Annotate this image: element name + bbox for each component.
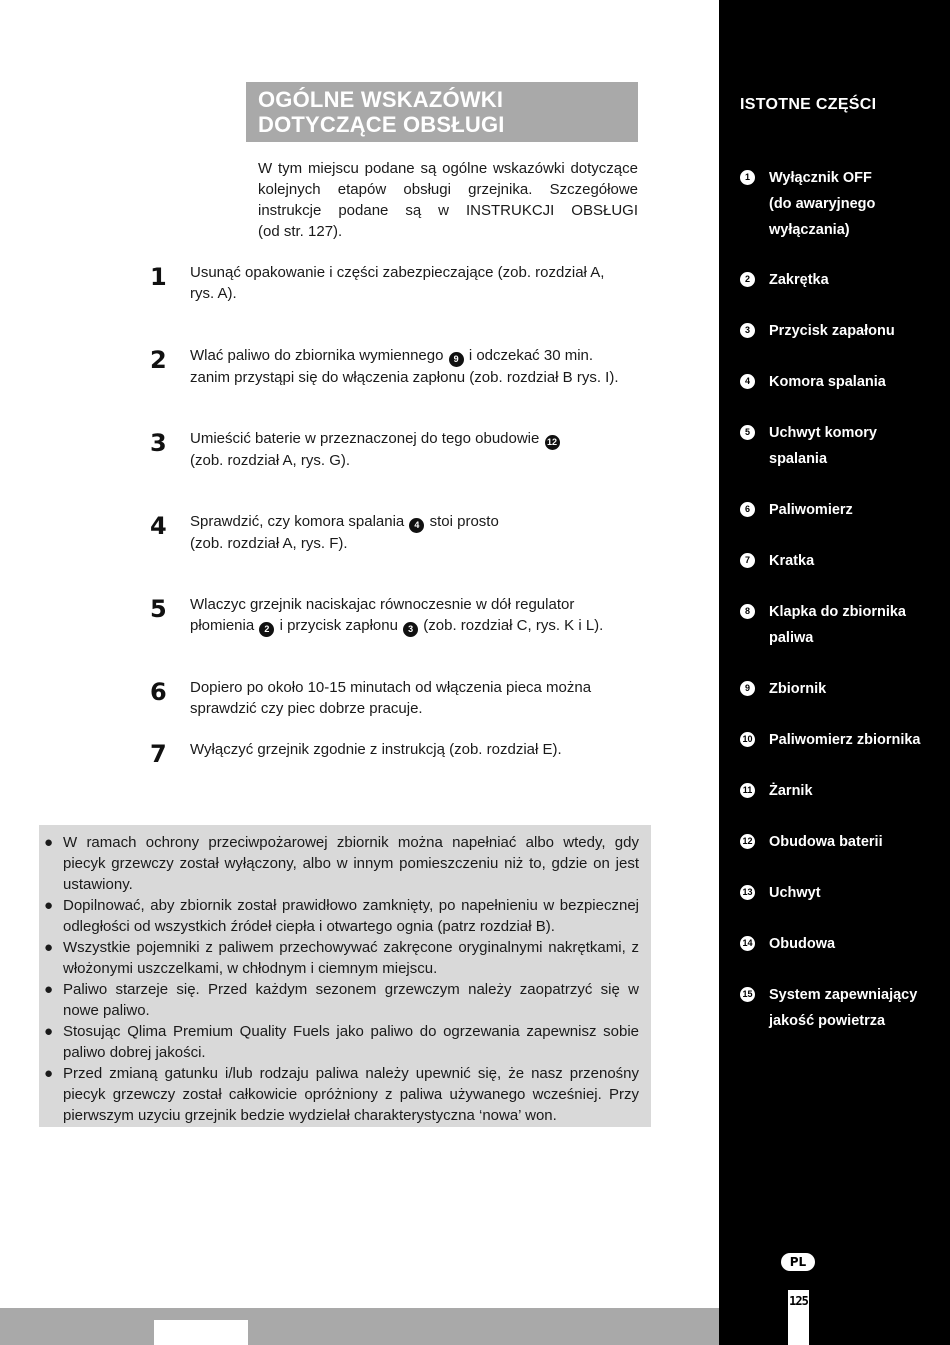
part-label: paliwa — [769, 630, 814, 646]
intro-line: instrukcje podane są w INSTRUKCJI OBSŁUGI — [258, 202, 638, 219]
part-label: spalania — [769, 451, 828, 467]
part-label: Komora spalania — [769, 374, 886, 390]
part-label: Kratka — [769, 553, 815, 569]
part-number-badge: 12 — [740, 834, 755, 849]
intro-paragraph — [258, 158, 638, 242]
step-text-part: (zob. rozdział C, rys. K i L). — [423, 617, 604, 634]
step-line: sprawdzić czy piec dobrze pracuje. — [190, 700, 423, 717]
part-number-badge: 13 — [740, 885, 755, 900]
note-item — [44, 937, 639, 979]
part-label: Obudowa baterii — [769, 834, 883, 850]
part-label: wyłączania) — [769, 222, 850, 238]
step-text-part: Umieścić baterie w przeznaczonej do tego obudowie — [190, 430, 540, 447]
step-line — [190, 345, 650, 367]
part-label: Uchwyt — [769, 885, 821, 901]
step-text-4 — [190, 511, 650, 554]
parts-sidebar-title: ISTOTNE CZĘŚCI — [740, 96, 877, 113]
note-line: W ramach ochrony przeciwpożarowej zbiornik można napełniać albo wtedy, gdy — [63, 834, 639, 851]
intro-line: kolejnych etapów obsługi grzejnika. Szczegółowe — [258, 181, 638, 198]
part-item-14 — [740, 931, 945, 957]
step-number-5: 5 — [150, 595, 167, 623]
language-badge: PL — [781, 1253, 815, 1271]
step-number-4: 4 — [150, 512, 167, 540]
step-line: rys. A). — [190, 285, 237, 302]
note-item — [44, 1021, 639, 1063]
step-text-part: Wlać paliwo do zbiornika wymiennego — [190, 347, 444, 364]
bullet-icon: ● — [44, 897, 54, 914]
note-line: piecyk grzewczy został wyłączony, albo w innym pomieszczeniu niż to, gdzie on jest — [63, 855, 639, 872]
intro-line: (od str. 127). — [258, 223, 343, 240]
part-label: Paliwomierz zbiornika — [769, 732, 921, 748]
note-line: nowe paliwo. — [63, 1002, 150, 1019]
step-line: Dopiero po około 10-15 minutach od włączenia pieca można — [190, 679, 592, 696]
part-ref-badge: 2 — [259, 622, 274, 637]
part-ref-badge: 3 — [403, 622, 418, 637]
part-item-6 — [740, 497, 945, 523]
step-line: Usunąć opakowanie i części zabezpieczające (zob. rozdział A, — [190, 264, 605, 281]
note-line: Wszystkie pojemniki z paliwem przechowywać zakręcone oryginalnymi nakrętkami, z — [63, 939, 639, 956]
part-number-badge: 1 — [740, 170, 755, 185]
part-item-11 — [740, 778, 945, 804]
part-label: Obudowa — [769, 936, 836, 952]
bullet-icon: ● — [44, 939, 54, 956]
section-title-line-2: DOTYCZĄCE OBSŁUGI — [258, 112, 505, 137]
part-label: Klapka do zbiornika — [769, 604, 906, 620]
step-text-7 — [190, 739, 650, 760]
part-number-badge: 6 — [740, 502, 755, 517]
step-number-2: 2 — [150, 346, 167, 374]
step-line: (zob. rozdział A, rys. G). — [190, 452, 351, 469]
part-label: jakość powietrza — [769, 1013, 886, 1029]
part-number-badge: 11 — [740, 783, 755, 798]
part-ref-badge: 9 — [449, 352, 464, 367]
step-line: (zob. rozdział A, rys. F). — [190, 535, 348, 552]
step-number-1: 1 — [150, 263, 167, 291]
note-line: piecyk grzewczy został całkowicie opróżniony z paliwa używanego wcześniej. Przy — [63, 1086, 639, 1103]
part-number-badge: 9 — [740, 681, 755, 696]
part-number-badge: 3 — [740, 323, 755, 338]
part-number-badge: 10 — [740, 732, 755, 747]
step-number-7: 7 — [150, 740, 167, 768]
part-number-badge: 5 — [740, 425, 755, 440]
note-line: Dopilnować, aby zbiornik został prawidłowo zamknięty, po napełnieniu w bezpiecznej — [63, 897, 639, 914]
part-label: Zakrętka — [769, 272, 829, 288]
part-label: Zbiornik — [769, 681, 827, 697]
note-line: ustawiony. — [63, 876, 133, 893]
step-text-6 — [190, 677, 650, 719]
note-item — [44, 832, 639, 895]
step-line: Wyłączyć grzejnik zgodnie z instrukcją (zob. rozdział E). — [190, 741, 562, 758]
bullet-icon: ● — [44, 1023, 54, 1040]
bullet-icon: ● — [44, 834, 54, 851]
part-item-3 — [740, 318, 945, 344]
step-number-3: 3 — [150, 429, 167, 457]
step-text-part: płomienia — [190, 617, 255, 634]
part-label: (do awaryjnego — [769, 196, 876, 212]
part-item-13 — [740, 880, 945, 906]
section-title — [246, 82, 638, 142]
intro-line: W tym miejscu podane są ogólne wskazówki dotyczące — [258, 160, 638, 177]
part-ref-badge: 4 — [409, 518, 424, 533]
step-text-part: Sprawdzić, czy komora spalania — [190, 513, 405, 530]
part-item-2 — [740, 267, 945, 293]
bottom-strip-tab — [154, 1320, 248, 1345]
part-label: Paliwomierz — [769, 502, 853, 518]
page-number: 125 — [789, 1294, 808, 1308]
note-line: Stosując Qlima Premium Quality Fuels jako paliwo do ogrzewania zapewnisz sobie — [63, 1023, 639, 1040]
part-label: Uchwyt komory — [769, 425, 877, 441]
part-number-badge: 15 — [740, 987, 755, 1002]
part-label: Żarnik — [769, 783, 813, 799]
note-line: Przed zmianą gatunku i/lub rodzaju paliwa należy upewnić się, że nasz przenośny — [63, 1065, 639, 1082]
part-item-12 — [740, 829, 945, 855]
step-text-3 — [190, 428, 650, 471]
step-line: Wlaczyc grzejnik naciskajac równoczesnie w dół regulator — [190, 596, 575, 613]
part-item-15 — [740, 982, 945, 1034]
note-line: włożonymi uszczelkami, w chłodnym i ciemnym miejscu. — [63, 960, 438, 977]
step-line: zanim przystąpi się do włączenia zapłonu (zob. rozdział B rys. I). — [190, 369, 619, 386]
part-number-badge: 7 — [740, 553, 755, 568]
step-text-1 — [190, 262, 650, 304]
step-text-2 — [190, 345, 650, 388]
part-ref-badge: 12 — [545, 435, 560, 450]
note-item — [44, 1063, 639, 1126]
part-item-8 — [740, 599, 945, 651]
part-item-9 — [740, 676, 945, 702]
part-label: System zapewniający — [769, 987, 918, 1003]
note-item — [44, 979, 639, 1021]
step-text-part: stoi prosto — [429, 513, 499, 530]
bottom-strip — [0, 1308, 719, 1345]
bullet-icon: ● — [44, 1065, 54, 1082]
step-text-5 — [190, 594, 650, 637]
step-line — [190, 428, 650, 450]
part-item-10 — [740, 727, 945, 753]
part-number-badge: 8 — [740, 604, 755, 619]
note-line: odległości od wszystkich źródeł ciepła i otwartego ognia (patrz rozdział B). — [63, 918, 555, 935]
step-number-6: 6 — [150, 678, 167, 706]
part-number-badge: 2 — [740, 272, 755, 287]
part-item-7 — [740, 548, 945, 574]
safety-notes-box — [39, 825, 651, 1127]
step-text-part: i przycisk zapłonu — [279, 617, 398, 634]
part-label: Wyłącznik OFF — [769, 170, 872, 186]
part-item-5 — [740, 420, 945, 472]
note-line: pierwszym uzyciu grzejnik bedzie wydzielał charakterystyczna ‘nowa’ won. — [63, 1107, 557, 1124]
note-line: paliwo dobrej jakości. — [63, 1044, 206, 1061]
note-line: Paliwo starzeje się. Przed każdym sezonem grzewczym należy zaopatrzyć się w — [63, 981, 639, 998]
part-number-badge: 4 — [740, 374, 755, 389]
step-line — [190, 511, 650, 533]
note-item — [44, 895, 639, 937]
section-title-line-1: OGÓLNE WSKAZÓWKI — [258, 87, 504, 112]
step-text-part: i odczekać 30 min. — [468, 347, 594, 364]
bullet-icon: ● — [44, 981, 54, 998]
step-line — [190, 615, 650, 637]
part-label: Przycisk zapałonu — [769, 323, 895, 339]
part-item-1 — [740, 165, 945, 243]
part-number-badge: 14 — [740, 936, 755, 951]
part-item-4 — [740, 369, 945, 395]
